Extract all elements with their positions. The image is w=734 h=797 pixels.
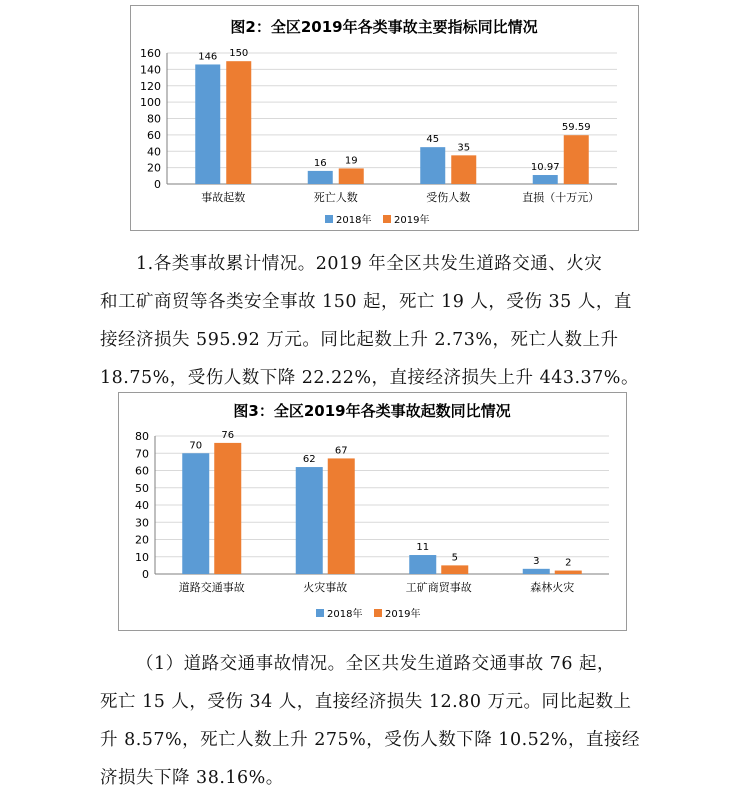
y-tick-label: 120 (140, 79, 161, 93)
data-label: 59.59 (561, 122, 591, 134)
legend-label: 2019年 (394, 215, 430, 226)
bar-2019 (214, 443, 241, 574)
data-label: 10.97 (530, 162, 560, 174)
y-tick-label: 160 (140, 47, 161, 60)
data-label: 150 (229, 48, 249, 60)
y-tick-label: 40 (147, 145, 161, 159)
bar-2019 (339, 168, 364, 184)
chart1-svg (131, 6, 638, 230)
bar-2018 (308, 171, 333, 184)
chart-title: 图3：全区2019年各类事故起数同比情况 (233, 402, 511, 420)
legend-label: 2019年 (385, 609, 421, 620)
y-tick-label: 40 (135, 499, 149, 512)
paragraph-overall-accidents (100, 245, 660, 397)
legend-swatch (325, 215, 333, 223)
chart2-svg (119, 393, 626, 630)
paragraph2-line: 升 8.57%，死亡人数上升 275%，受伤人数下降 10.52%，直接经 (100, 730, 641, 750)
bar-2018 (195, 64, 220, 184)
paragraph-road-traffic (100, 645, 660, 797)
paragraph2-line: 死亡 15 人，受伤 34 人，直接经济损失 12.80 万元。同比起数上 (100, 692, 632, 712)
data-label: 2 (565, 557, 572, 569)
category-label: 道路交通事故 (178, 581, 245, 594)
data-label: 16 (313, 157, 327, 169)
data-label: 19 (344, 155, 358, 167)
category-label: 工矿商贸事故 (405, 581, 472, 594)
legend-swatch (316, 609, 324, 617)
category-label: 死亡人数 (313, 191, 358, 204)
category-label: 火灾事故 (303, 581, 348, 594)
bar-2019 (555, 571, 582, 574)
chart-title: 图2：全区2019年各类事故主要指标同比情况 (230, 18, 538, 36)
bar-2019 (328, 458, 355, 574)
paragraph1-line: 1.各类事故累计情况。2019 年全区共发生道路交通、火灾 (136, 254, 603, 274)
y-tick-label: 100 (140, 96, 161, 110)
paragraph2-line: 济损失下降 38.16%。 (100, 768, 284, 788)
bar-2018 (533, 175, 558, 184)
bar-2019 (451, 155, 476, 184)
legend-swatch (383, 215, 391, 223)
data-label: 5 (451, 552, 458, 564)
data-label: 70 (189, 440, 203, 452)
bar-2019 (564, 135, 589, 184)
bar-2018 (420, 147, 445, 184)
data-label: 67 (334, 445, 348, 457)
bar-2019 (441, 565, 468, 574)
bar-2018 (182, 453, 209, 574)
legend-swatch (374, 609, 382, 617)
data-label: 76 (221, 429, 235, 441)
data-label: 35 (457, 142, 471, 154)
y-tick-label: 70 (135, 447, 149, 461)
y-tick-label: 140 (140, 63, 161, 77)
y-tick-label: 30 (135, 516, 149, 530)
y-tick-label: 60 (135, 464, 149, 478)
category-label: 事故起数 (201, 191, 246, 204)
category-label: 森林火灾 (530, 581, 575, 594)
paragraph1-line: 接经济损失 595.92 万元。同比起数上升 2.73%，死亡人数上升 (100, 330, 619, 350)
legend-label: 2018年 (336, 215, 372, 226)
category-label: 受伤人数 (426, 191, 471, 204)
y-tick-label: 20 (147, 161, 161, 175)
y-tick-label: 0 (142, 568, 149, 581)
y-tick-label: 10 (135, 550, 149, 564)
bar-2019 (226, 61, 251, 184)
data-label: 11 (416, 542, 430, 554)
category-label: 直损（十万元） (522, 191, 600, 204)
y-tick-label: 0 (154, 178, 161, 191)
chart-accident-counts (118, 392, 627, 631)
y-tick-label: 50 (135, 481, 149, 495)
data-label: 62 (302, 454, 316, 466)
legend-label: 2018年 (327, 609, 363, 620)
data-label: 45 (426, 134, 440, 146)
bar-2018 (523, 569, 550, 574)
paragraph2-line: （1）道路交通事故情况。全区共发生道路交通事故 76 起， (136, 654, 616, 674)
y-tick-label: 60 (147, 128, 161, 142)
data-label: 146 (198, 51, 218, 63)
y-tick-label: 80 (147, 112, 161, 126)
paragraph1-line: 18.75%，受伤人数下降 22.22%，直接经济损失上升 443.37%。 (100, 368, 639, 388)
paragraph1-line: 和工矿商贸等各类安全事故 150 起，死亡 19 人，受伤 35 人，直 (100, 292, 632, 312)
data-label: 3 (533, 555, 540, 567)
y-tick-label: 20 (135, 533, 149, 547)
y-tick-label: 80 (135, 430, 149, 443)
bar-2018 (409, 555, 436, 574)
bar-2018 (296, 467, 323, 574)
chart-accident-indicators (130, 5, 639, 231)
